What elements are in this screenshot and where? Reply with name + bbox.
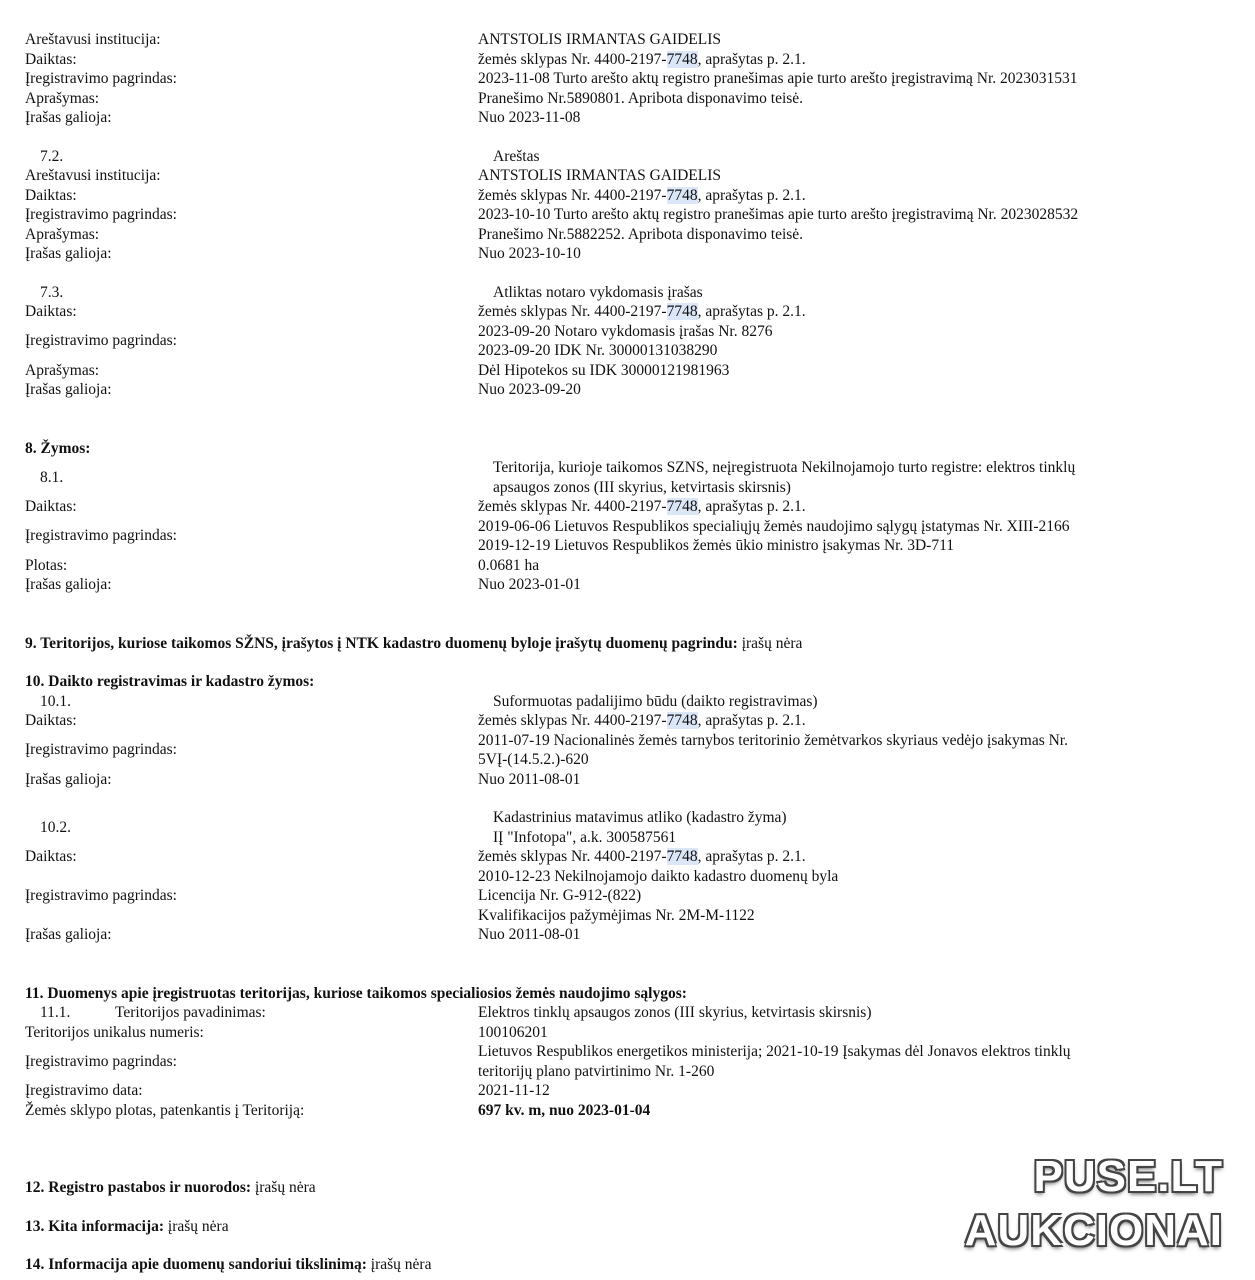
subsection-label-group bbox=[25, 1003, 478, 1023]
field-value: Elektros tinklų apsaugos zonos (III skyrius, ketvirtasis skirsnis) bbox=[478, 1004, 872, 1021]
section-heading: 13. Kita informacija: bbox=[25, 1217, 168, 1235]
value-line: Teritorija, kurioje taikomos SZNS, neįregistruota Nekilnojamojo turto registre: elektros tinklų bbox=[493, 459, 1076, 476]
field-row bbox=[25, 556, 1230, 576]
field-label: Areštavusi institucija: bbox=[25, 167, 161, 184]
field-row bbox=[25, 711, 1230, 731]
section-heading: 9. Teritorijos, kuriose taikomos SŽNS, įrašytos į NTK kadastro duomenų byloje įrašytų duomenų pagrindu: bbox=[25, 634, 742, 652]
field-label: Daiktas: bbox=[25, 498, 77, 515]
value-text: , aprašytas p. 2.1. bbox=[697, 186, 806, 204]
field-label: Įrašas galioja: bbox=[25, 109, 112, 126]
field-label: Daiktas: bbox=[25, 848, 77, 865]
notary-7-3 bbox=[25, 283, 1230, 400]
field-label: Įregistravimo pagrindas: bbox=[25, 206, 177, 223]
field-row bbox=[25, 1042, 1230, 1081]
value-line: 2010-12-23 Nekilnojamojo daikto kadastro duomenų byla bbox=[478, 867, 839, 885]
subsection-number: 10.2. bbox=[40, 818, 71, 836]
field-label: Įrašas galioja: bbox=[25, 381, 112, 398]
field-label: Plotas: bbox=[25, 556, 68, 574]
value-line: 2023-09-20 IDK Nr. 30000131038290 bbox=[478, 342, 718, 359]
section-8 bbox=[25, 439, 1230, 595]
field-label: Įregistravimo pagrindas: bbox=[25, 332, 177, 350]
field-value: 100106201 bbox=[478, 1023, 548, 1041]
field-label: Daiktas: bbox=[25, 712, 77, 729]
field-value: Pranešimo Nr.5882252. Apribota disponavimo teisė. bbox=[478, 225, 804, 243]
field-row bbox=[25, 867, 1230, 926]
section-status: įrašų nėra bbox=[254, 1179, 316, 1196]
field-label: Aprašymas: bbox=[25, 361, 100, 379]
value-line: Kadastrinius matavimus atliko (kadastro žyma) bbox=[493, 809, 787, 826]
field-row bbox=[25, 925, 1230, 945]
section-heading: 12. Registro pastabos ir nuorodos: bbox=[25, 1179, 255, 1196]
field-label: Įregistravimo pagrindas: bbox=[25, 741, 177, 759]
subsection-title: Suformuotas padalijimo būdu (daikto registravimas) bbox=[493, 692, 818, 710]
value-line: 2019-06-06 Lietuvos Respublikos specialiųjų žemės naudojimo sąlygų įstatymas Nr. XIII-2166 bbox=[478, 517, 1070, 535]
field-label: Įrašas galioja: bbox=[25, 245, 112, 262]
arrest-block-continued bbox=[25, 30, 1230, 128]
section-heading: 10. Daikto registravimas ir kadastro žymos: bbox=[25, 673, 315, 690]
value-text: , aprašytas p. 2.1. bbox=[697, 50, 806, 68]
field-label: Daiktas: bbox=[25, 50, 77, 68]
field-value: Nuo 2011-08-01 bbox=[478, 770, 581, 788]
value-text: žemės sklypas Nr. 4400-2197- bbox=[478, 712, 667, 729]
section-10 bbox=[25, 672, 1230, 945]
value-line: 2023-09-20 Notaro vykdomasis įrašas Nr. 8276 bbox=[478, 322, 773, 340]
watermark-line: AUKCIONAI bbox=[964, 1206, 1223, 1255]
value-text: žemės sklypas Nr. 4400-2197- bbox=[478, 186, 667, 204]
field-row bbox=[25, 225, 1230, 245]
field-row bbox=[25, 847, 1230, 867]
section-status: įrašų nėra bbox=[167, 1217, 229, 1235]
field-row bbox=[25, 166, 1230, 186]
value-text: , aprašytas p. 2.1. bbox=[697, 848, 806, 865]
field-label: Įregistravimo pagrindas: bbox=[25, 527, 177, 545]
field-label: Įrašas galioja: bbox=[25, 770, 112, 788]
field-row bbox=[25, 302, 1230, 322]
field-row bbox=[25, 50, 1230, 70]
field-row bbox=[25, 1081, 1230, 1101]
highlighted-text: 7748 bbox=[666, 303, 698, 320]
value-line: teritorijų plano patvirtinimo Nr. 1-260 bbox=[478, 1062, 715, 1080]
field-value: Nuo 2023-01-01 bbox=[478, 576, 581, 593]
field-label: Teritorijos unikalus numeris: bbox=[25, 1023, 204, 1041]
field-label: Žemės sklypo plotas, patenkantis į Teritoriją: bbox=[25, 1101, 305, 1119]
subsection-title: Atliktas notaro vykdomasis įrašas bbox=[493, 283, 703, 301]
subsection-header bbox=[25, 283, 1230, 303]
field-row bbox=[25, 186, 1230, 206]
highlighted-text: 7748 bbox=[666, 186, 698, 204]
highlighted-text: 7748 bbox=[666, 50, 698, 68]
field-row bbox=[25, 108, 1230, 128]
field-label: Įrašas galioja: bbox=[25, 926, 112, 943]
field-value: Nuo 2023-11-08 bbox=[478, 109, 581, 126]
document-body bbox=[25, 30, 1230, 1275]
section-11 bbox=[25, 984, 1230, 1121]
value-text: žemės sklypas Nr. 4400-2197- bbox=[478, 50, 667, 68]
subsection-number: 11.1. bbox=[40, 1004, 71, 1021]
subsection-number: 10.1. bbox=[40, 692, 71, 710]
field-row bbox=[25, 770, 1230, 790]
arrest-7-2 bbox=[25, 147, 1230, 264]
field-row bbox=[25, 575, 1230, 595]
section-heading: 14. Informacija apie duomenų sandoriui tikslinimą: bbox=[25, 1256, 371, 1273]
subsection-number: 8.1. bbox=[40, 468, 64, 486]
field-value: Pranešimo Nr.5890801. Apribota disponavimo teisė. bbox=[478, 89, 804, 107]
field-row bbox=[25, 380, 1230, 400]
subsection-title bbox=[493, 458, 1230, 497]
field-value bbox=[478, 1042, 1230, 1081]
value-text: , aprašytas p. 2.1. bbox=[697, 303, 806, 320]
field-row bbox=[25, 1003, 1230, 1023]
field-label: Įregistravimo pagrindas: bbox=[25, 70, 177, 87]
field-label: Daiktas: bbox=[25, 186, 77, 204]
field-row bbox=[25, 322, 1230, 361]
section-heading: 8. Žymos: bbox=[25, 439, 91, 457]
watermark-line: PUSE.LT bbox=[1033, 1152, 1223, 1201]
value-line: Kvalifikacijos pažymėjimas Nr. 2M-M-1122 bbox=[478, 906, 755, 924]
field-label: Areštavusi institucija: bbox=[25, 31, 161, 48]
field-row bbox=[25, 731, 1230, 770]
subsection-title: Areštas bbox=[493, 147, 540, 165]
field-value: ANTSTOLIS IRMANTAS GAIDELIS bbox=[478, 167, 722, 184]
subsection-header bbox=[25, 808, 1230, 847]
field-value bbox=[478, 302, 1230, 322]
section-status: įrašų nėra bbox=[741, 634, 803, 652]
field-value bbox=[478, 731, 1230, 770]
section-status: įrašų nėra bbox=[370, 1256, 432, 1273]
field-row bbox=[25, 30, 1230, 50]
field-value: 2023-10-10 Turto arešto aktų registro pranešimas apie turto arešto įregistravimą Nr. 2023028532 bbox=[478, 206, 1079, 223]
value-line: apsaugos zonos (III skyrius, ketvirtasis skirsnis) bbox=[493, 478, 791, 496]
field-value: Nuo 2023-10-10 bbox=[478, 245, 581, 262]
field-row bbox=[25, 1023, 1230, 1043]
subsection-number: 7.3. bbox=[40, 283, 64, 301]
field-value bbox=[478, 186, 1230, 206]
value-line: 5VĮ-(14.5.2.)-620 bbox=[478, 751, 589, 768]
value-line: Licencija Nr. G-912-(822) bbox=[478, 887, 642, 904]
field-row bbox=[25, 517, 1230, 556]
field-label: Įregistravimo pagrindas: bbox=[25, 887, 177, 904]
field-value: 2023-11-08 Turto arešto aktų registro pranešimas apie turto arešto įregistravimą Nr. 2023031531 bbox=[478, 70, 1078, 87]
field-row bbox=[25, 205, 1230, 225]
value-text: , aprašytas p. 2.1. bbox=[697, 498, 806, 515]
field-value bbox=[478, 867, 1230, 926]
subsection-header bbox=[25, 458, 1230, 497]
subsection-header bbox=[25, 147, 1230, 167]
section-9 bbox=[25, 634, 1230, 654]
field-label: Aprašymas: bbox=[25, 89, 100, 107]
subsection-header bbox=[25, 692, 1230, 712]
value-text: žemės sklypas Nr. 4400-2197- bbox=[478, 848, 667, 865]
watermark-logo bbox=[943, 1150, 1223, 1258]
field-value: Nuo 2011-08-01 bbox=[478, 926, 581, 943]
field-row bbox=[25, 361, 1230, 381]
value-line: IĮ "Infotopa", a.k. 300587561 bbox=[493, 828, 677, 846]
field-label: Teritorijos pavadinimas: bbox=[115, 1004, 266, 1021]
field-row bbox=[25, 497, 1230, 517]
field-value: 2021-11-12 bbox=[478, 1082, 550, 1099]
field-value bbox=[478, 711, 1230, 731]
value-line: 2011-07-19 Nacionalinės žemės tarnybos teritorinio žemėtvarkos skyriaus vedėjo įsakymas Nr. bbox=[478, 731, 1068, 749]
field-label: Įrašas galioja: bbox=[25, 576, 112, 593]
field-value bbox=[478, 322, 1230, 361]
field-value: Dėl Hipotekos su IDK 30000121981963 bbox=[478, 361, 730, 379]
field-row bbox=[25, 244, 1230, 264]
value-line: Lietuvos Respublikos energetikos ministerija; 2021-10-19 Įsakymas dėl Jonavos elektros tinklų bbox=[478, 1043, 1071, 1060]
value-text: žemės sklypas Nr. 4400-2197- bbox=[478, 498, 667, 515]
field-row bbox=[25, 1101, 1230, 1121]
field-row bbox=[25, 69, 1230, 89]
subsection-number: 7.2. bbox=[40, 147, 64, 165]
field-label: Aprašymas: bbox=[25, 225, 100, 243]
field-label: Įregistravimo pagrindas: bbox=[25, 1052, 177, 1070]
subsection-title bbox=[493, 808, 1230, 847]
value-line: 2019-12-19 Lietuvos Respublikos žemės ūkio ministro įsakymas Nr. 3D-711 bbox=[478, 537, 955, 554]
field-value: 697 kv. m, nuo 2023-01-04 bbox=[478, 1101, 651, 1119]
field-value: 0.0681 ha bbox=[478, 556, 540, 574]
field-label: Daiktas: bbox=[25, 303, 77, 320]
field-value bbox=[478, 50, 1230, 70]
field-value bbox=[478, 847, 1230, 867]
field-value: ANTSTOLIS IRMANTAS GAIDELIS bbox=[478, 31, 722, 48]
highlighted-text: 7748 bbox=[666, 848, 698, 865]
highlighted-text: 7748 bbox=[666, 498, 698, 515]
highlighted-text: 7748 bbox=[666, 712, 698, 729]
field-value bbox=[478, 517, 1230, 556]
field-label: Įregistravimo data: bbox=[25, 1082, 143, 1099]
value-text: žemės sklypas Nr. 4400-2197- bbox=[478, 303, 667, 320]
field-value bbox=[478, 497, 1230, 517]
field-row bbox=[25, 89, 1230, 109]
value-text: , aprašytas p. 2.1. bbox=[697, 712, 806, 729]
field-value: Nuo 2023-09-20 bbox=[478, 381, 581, 398]
section-heading: 11. Duomenys apie įregistruotas teritorijas, kuriose taikomos specialiosios žemės naudojimo sąlygos: bbox=[25, 984, 687, 1002]
